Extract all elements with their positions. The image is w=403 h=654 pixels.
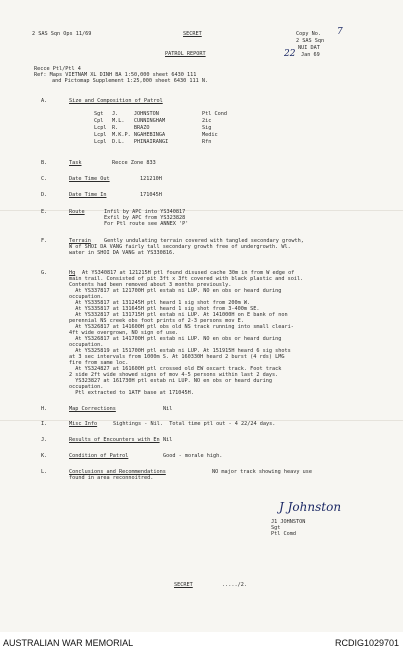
section-heading-e: Route (69, 209, 85, 215)
unit-name: 2 SAS Sqn (296, 38, 325, 44)
terrain-line: Gently undulating terrain covered with tangled secondary growth, (104, 238, 304, 244)
map-corrections-value: Nil (163, 406, 173, 412)
log-line: occupation. (69, 294, 104, 300)
continuation-marker: ...../2. (222, 582, 247, 588)
log-line: Ptl extracted to 1ATF base at 171045H. (69, 390, 194, 396)
member-role: 2ic (202, 118, 212, 124)
member-role: Ptl Cond (202, 111, 227, 117)
section-letter-a: A. (41, 98, 48, 104)
conclusion-line: found in area reconnoitred. (69, 475, 154, 481)
log-line: At YS324827 at 161600H ptl crossed old EW oxcart track. Foot track (69, 366, 282, 372)
member-rank: Sgt (94, 111, 104, 117)
classification-bottom: SECRET (174, 582, 193, 588)
classification-top: SECRET (183, 31, 202, 37)
section-letter-l: L. (41, 469, 48, 475)
log-line: At YS332817 at 131715H ptl estab ni LUP. At 141000H on E bank of non (69, 312, 288, 318)
section-heading-f: Terrain (69, 238, 91, 244)
log-line: Contents had been removed about 3 months previously. (69, 282, 232, 288)
recce-line-1: Recce Ptl/Ptl 4 (34, 66, 81, 72)
section-letter-j: J. (41, 437, 48, 443)
fold-line (0, 210, 403, 211)
date-month-year: Jan 69 (301, 52, 320, 58)
encounters-value: Nil (163, 437, 173, 443)
member-rank: Lcpl (94, 132, 107, 138)
section-heading-b: Task (69, 160, 82, 166)
log-line: at 3 sec intervals from 1000m S. At 160330H heard 2 burst (4 rds) LMG (69, 354, 285, 360)
section-heading-g: Hq (69, 270, 76, 276)
member-name: M.K.P. NGAHEBINGA (112, 132, 166, 138)
member-role: Medic (202, 132, 218, 138)
log-line: At YS335817 at 131245H ptl heard 1 sig shot from 200m W. (69, 300, 251, 306)
log-line: At YS326817 at 141700H ptl estab ni LUP. NO en obs or heard during (69, 336, 282, 342)
signatory-rank: Sgt (271, 525, 281, 531)
log-line: At YS337817 at 121700H ptl estab ni LUP. NO en obs or heard during (69, 288, 282, 294)
date-time-in-value: 171045H (140, 192, 162, 198)
section-heading-c: Date Time Out (69, 176, 110, 182)
log-line: occupation. (69, 342, 104, 348)
misc-info-value: Sightings - Nil. Total time ptl out - 4 22/24 days. (113, 421, 276, 427)
date-time-out-value: 121210H (140, 176, 162, 182)
archive-footer (0, 632, 403, 654)
copy-label: Copy No. (296, 31, 321, 37)
section-letter-e: E. (41, 209, 48, 215)
signatory-name: J1 JOHNSTON (271, 519, 306, 525)
section-letter-i: I. (41, 421, 48, 427)
log-line: 4ft wide overgrown, NO sign of use. (69, 330, 179, 336)
archive-reference: RCDIG1029701 (334, 638, 399, 648)
location: NUI DAT (298, 45, 320, 51)
section-heading-h: Map Corrections (69, 406, 116, 412)
log-line: At YS335817 at 131645H ptl heard 1 sig shot from 3-400m SE. (69, 306, 260, 312)
member-role: Sig (202, 125, 212, 131)
member-name: M.L. CUNNINGHAM (112, 118, 166, 124)
signatory-role: Ptl Comd (271, 531, 296, 537)
section-heading-i: Misc Info (69, 421, 98, 427)
task-value: Recce Zone 833 (112, 160, 156, 166)
log-line: occupation. (69, 384, 104, 390)
section-heading-j: Results of Encounters with En (69, 437, 160, 443)
condition-value: Good - morale high. (163, 453, 223, 459)
terrain-line: water in SHOI DA VANG at YS330816. (69, 250, 176, 256)
log-line: At YS325819 at 151700H ptl estab ni LUP. At 151915H heard 6 sig shots (69, 348, 291, 354)
terrain-line: W of SHOI DA VANG fairly tall secondary growth free of undergrowth. Wl. (69, 244, 291, 250)
route-line: For Ptl route see ANNEX 'P' (104, 221, 189, 227)
member-rank: Cpl (94, 118, 104, 124)
archive-institution: AUSTRALIAN WAR MEMORIAL (3, 638, 134, 648)
section-heading-a: Size and Composition of Patrol (69, 98, 163, 104)
section-letter-d: D. (41, 192, 48, 198)
log-line: At YS340817 at 121215H ptl found disused cache 30m in from W edge of (82, 270, 295, 276)
member-role: Rfn (202, 139, 212, 145)
date-day: 22 (284, 49, 296, 59)
file-reference: 2 SAS Sqn Ops 11/69 (32, 31, 92, 37)
log-line: main trail. Consisted of pit 3ft x 3ft covered with black plastic and soil. (69, 276, 304, 282)
route-line: Infil by APC into YS340817 (104, 209, 186, 215)
member-name: D.L. PHINAIRANGI (112, 139, 169, 145)
member-rank: Lcpl (94, 139, 107, 145)
signature-script: J Johnston (279, 500, 342, 514)
log-line: fire from same loc. (69, 360, 129, 366)
member-name: J. JOHNSTON (112, 111, 159, 117)
log-line: YS323827 at 161730H ptl estab ni LUP. NO en obs or heard during (69, 378, 273, 384)
section-letter-c: C. (41, 176, 48, 182)
section-letter-h: H. (41, 406, 48, 412)
section-letter-k: K. (41, 453, 48, 459)
section-heading-k: Condition of Patrol (69, 453, 129, 459)
recce-line-3: and Pictomap Supplement 1:25,000 sheet 6430 111 N. (52, 78, 209, 84)
log-line: 2 side 2ft wide showed signs of mov 4-5 persons within last 2 days. (69, 372, 279, 378)
recce-line-2: Ref: Maps VIETNAM XL DINH BA 1:50,000 sheet 6430 111 (34, 72, 197, 78)
section-letter-g: G. (41, 270, 48, 276)
section-letter-b: B. (41, 160, 48, 166)
log-line: perennial NS creek obs foot prints of 2-3 persons mov E. (69, 318, 244, 324)
member-rank: Lcpl (94, 125, 107, 131)
log-line: At YS326817 at 141600H ptl obs old NS track running into small cleari- (69, 324, 294, 330)
member-name: R. BRAZO (112, 125, 150, 131)
report-title: PATROL REPORT (165, 51, 206, 57)
copy-number: 7 (337, 27, 343, 37)
section-heading-l: Conclusions and Recommendations (69, 469, 166, 475)
conclusion-line: NO major track showing heavy use (212, 469, 312, 475)
route-line: Exfil by APC from YS323828 (104, 215, 186, 221)
section-letter-f: F. (41, 238, 48, 244)
section-heading-d: Date Time In (69, 192, 107, 198)
